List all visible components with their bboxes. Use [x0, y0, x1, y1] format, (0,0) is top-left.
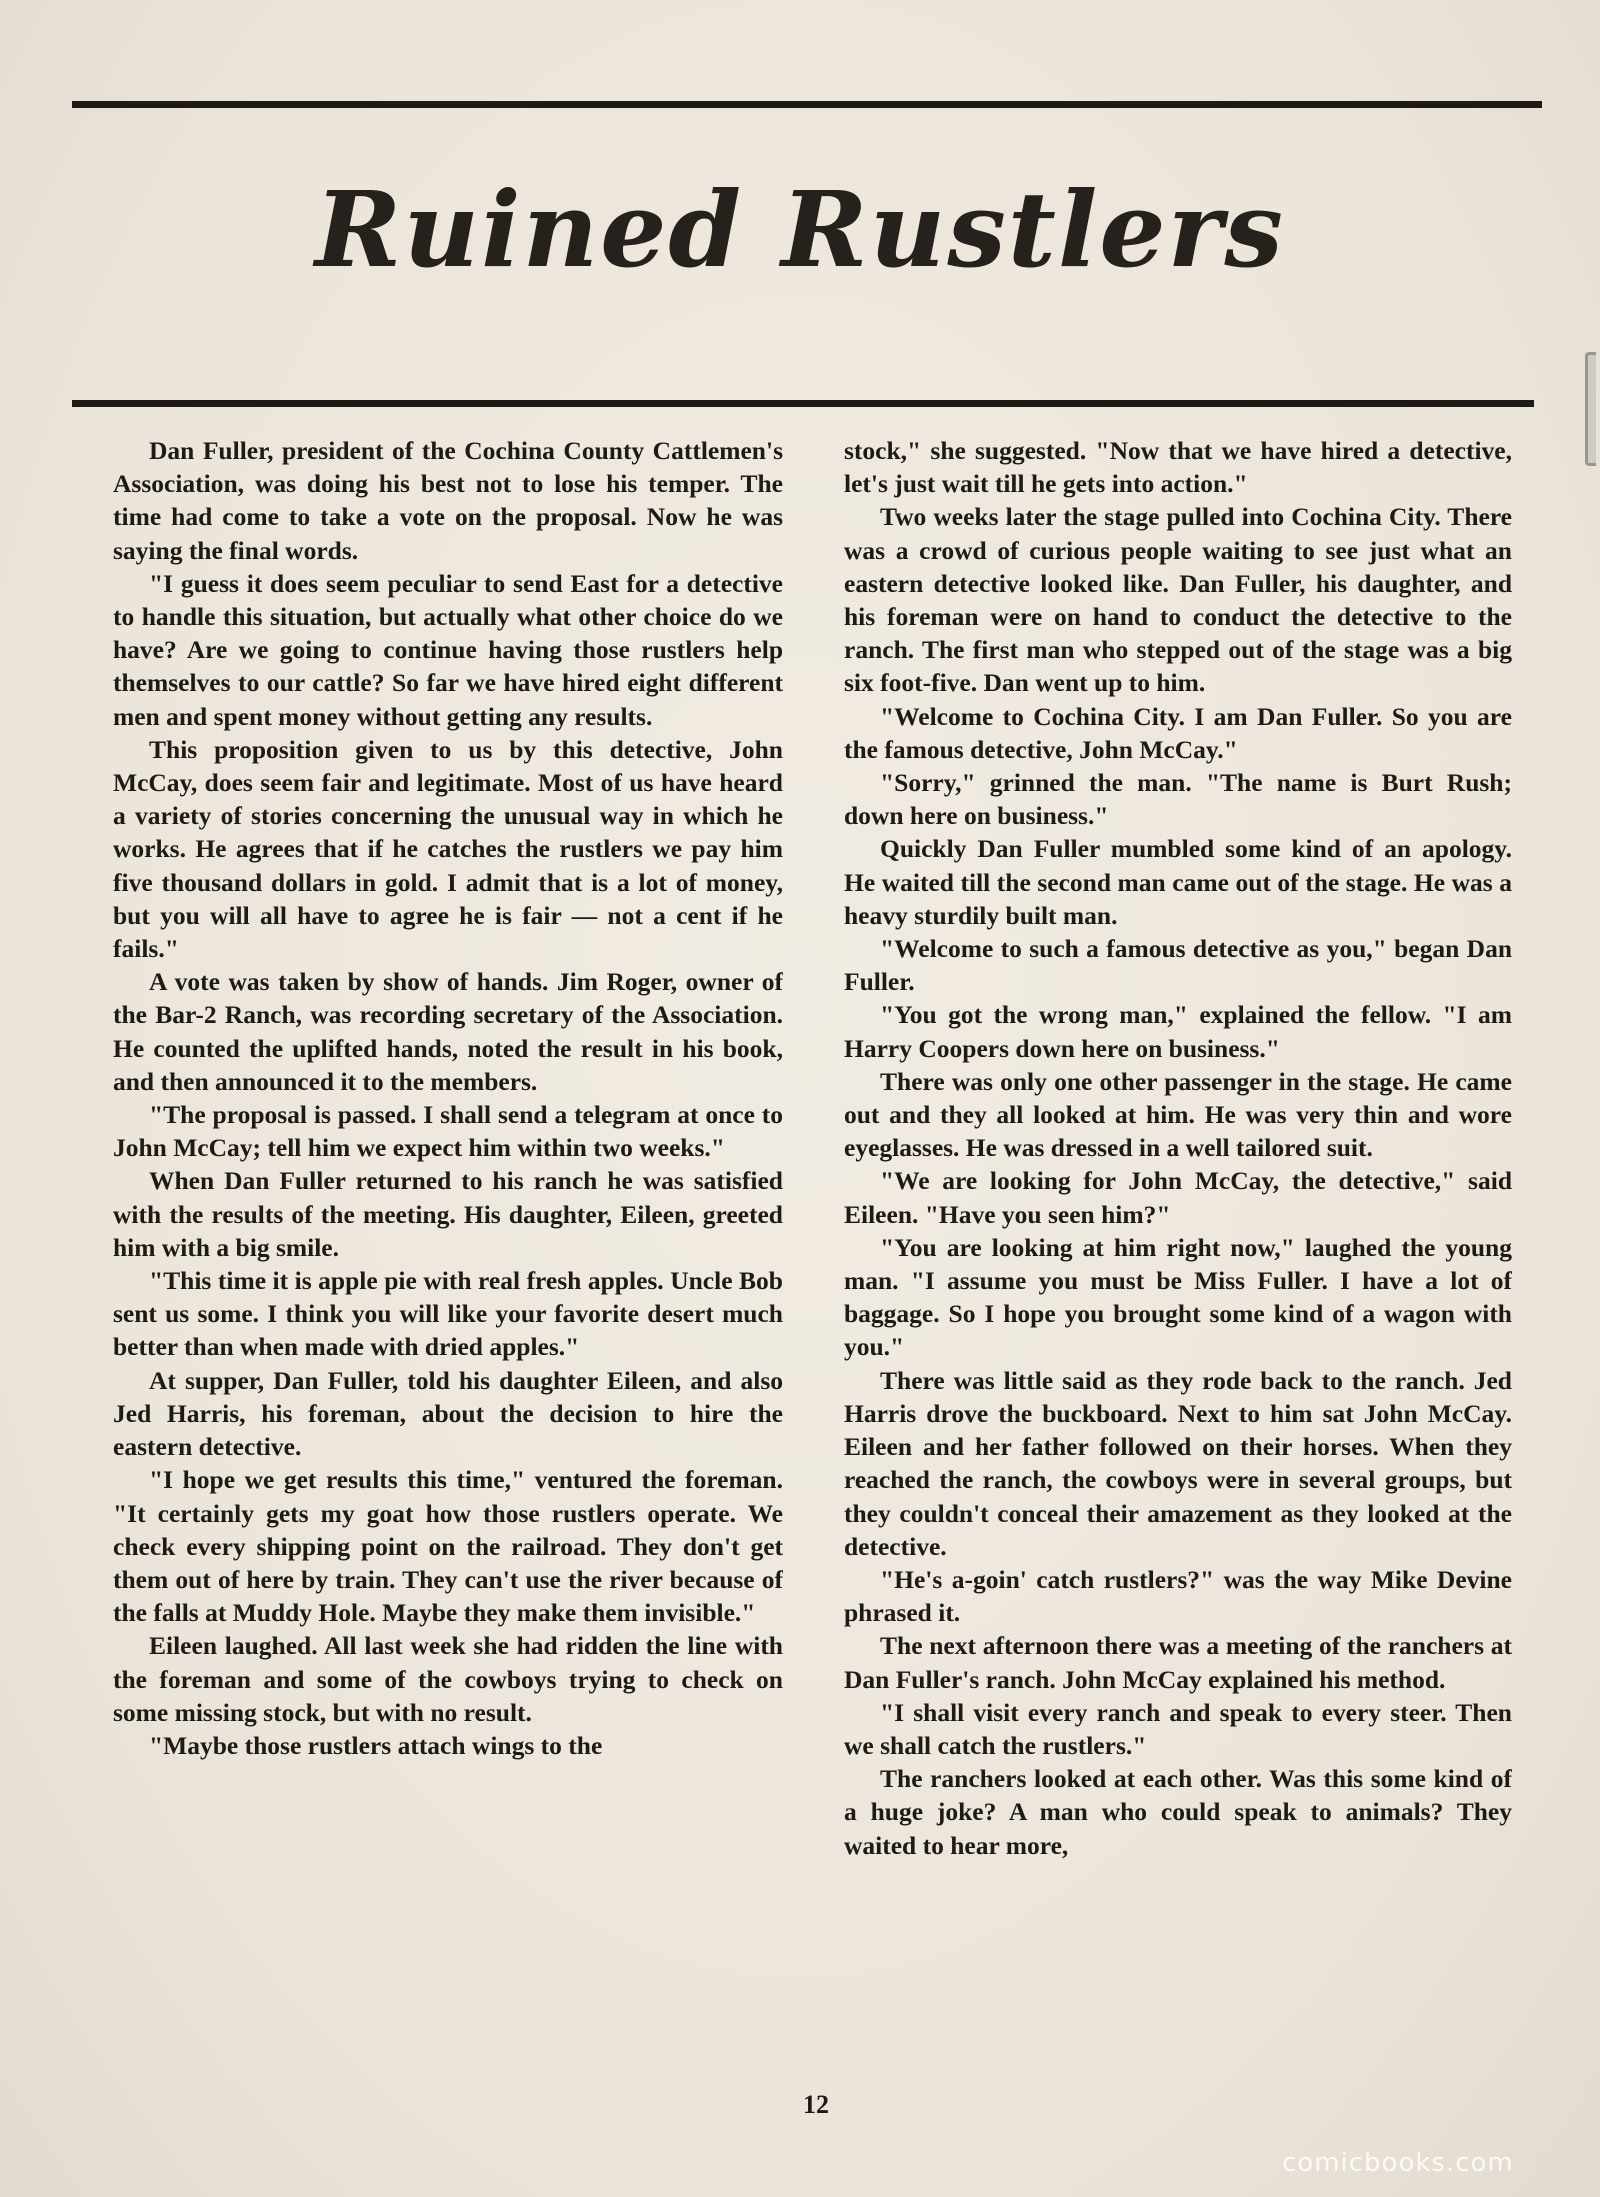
paragraph: Dan Fuller, president of the Cochina County Cattlemen's Association, was doing his best not to lose his temper. The time had come to take a vote on the proposal. Now he was saying the final words.	[113, 436, 783, 565]
top-rule	[72, 101, 1542, 108]
article-title: Ruined Rustlers	[315, 168, 1285, 291]
paragraph: There was little said as they rode back to the ranch. Jed Harris drove the buckboard. Next to him sat John McCay. Eileen and her father followed on their horses. When they reached the ranch, the cowboys were in several groups, but they couldn't conceal their amazement as they looked at the detective.	[844, 1365, 1512, 1561]
paragraph: "Sorry," grinned the man. "The name is Burt Rush; down here on business."	[844, 768, 1512, 831]
paragraph: When Dan Fuller returned to his ranch he was satisfied with the results of the meeting. His daughter, Eileen, greeted him with a big smile.	[113, 1166, 783, 1262]
paragraph: This proposition given to us by this detective, John McCay, does seem fair and legitimate. Most of us have heard a variety of stories concerning the unusual way in which he works. He agrees that if he catches the rustlers we pay him five thousand dollars in gold. I admit that is a lot of money, but you will all have to agree he is fair — not a cent if he fails."	[113, 734, 783, 964]
watermark: comicbooks.com	[1282, 2148, 1514, 2178]
paragraph-continuation: stock," she suggested. "Now that we have hired a detective, let's just wait till he gets into action."	[844, 436, 1512, 499]
paragraph: "Welcome to such a famous detective as you," began Dan Fuller.	[844, 934, 1512, 997]
staple-icon	[1585, 352, 1596, 466]
paragraph: Eileen laughed. All last week she had ridden the line with the foreman and some of the cowboys trying to check on some missing stock, but with no result.	[113, 1631, 783, 1727]
paragraph: "Welcome to Cochina City. I am Dan Fuller. So you are the famous detective, John McCay."	[844, 701, 1512, 764]
page-number: 12	[803, 2090, 829, 2119]
paragraph: "I shall visit every ranch and speak to every steer. Then we shall catch the rustlers."	[844, 1697, 1512, 1760]
paragraph: "I guess it does seem peculiar to send East for a detective to handle this situation, but actually what other choice do we have? Are we going to continue having those rustlers help themselves to our cattle? So far we have hired eight different men and spent money without getting any results.	[113, 568, 783, 731]
paragraph: "The proposal is passed. I shall send a telegram at once to John McCay; tell him we expect him within two weeks."	[113, 1100, 783, 1163]
paragraph: "He's a-goin' catch rustlers?" was the way Mike Devine phrased it.	[844, 1564, 1512, 1628]
paragraph: Two weeks later the stage pulled into Cochina City. There was a crowd of curious people waiting to see just what an eastern detective looked like. Dan Fuller, his daughter, and his foreman were on hand to conduct the detective to the ranch. The first man who stepped out of the stage was a big six foot-five. Dan went up to him.	[844, 502, 1512, 698]
paragraph: The next afternoon there was a meeting of the ranchers at Dan Fuller's ranch. John McCay explained his method.	[844, 1631, 1512, 1694]
paragraph: At supper, Dan Fuller, told his daughter Eileen, and also Jed Harris, his foreman, about the decision to hire the eastern detective.	[113, 1365, 783, 1462]
paragraph: "You are looking at him right now," laughed the young man. "I assume you must be Miss Fuller. I have a lot of baggage. So I hope you brought some kind of a wagon with you."	[844, 1232, 1512, 1362]
paragraph: "I hope we get results this time," ventured the foreman. "It certainly gets my goat how those rustlers operate. We check every shipping point on the railroad. They don't get them out of here by train. They can't use the river because of the falls at Muddy Hole. Maybe they make them invisible."	[113, 1465, 783, 1628]
paragraph: The ranchers looked at each other. Was this some kind of a huge joke? A man who could speak to animals? They waited to hear more,	[844, 1764, 1512, 1860]
paragraph: "Maybe those rustlers attach wings to the	[149, 1730, 603, 1760]
paragraph: A vote was taken by show of hands. Jim Roger, owner of the Bar-2 Ranch, was recording secretary of the Association. He counted the uplifted hands, noted the result in his book, and then announced it to the members.	[113, 967, 783, 1096]
paragraph: Quickly Dan Fuller mumbled some kind of an apology. He waited till the second man came out of the stage. He was a heavy sturdily built man.	[844, 834, 1512, 930]
paragraph: There was only one other passenger in the stage. He came out and they all looked at him. He was very thin and wore eyeglasses. He was dressed in a well tailored suit.	[844, 1066, 1512, 1163]
bottom-rule	[72, 400, 1534, 407]
right-column	[844, 434, 1512, 2114]
paragraph: "We are looking for John McCay, the detective," said Eileen. "Have you seen him?"	[844, 1166, 1512, 1229]
left-column	[113, 434, 783, 2114]
paragraph: "You got the wrong man," explained the fellow. "I am Harry Coopers down here on business."	[844, 1000, 1512, 1063]
paragraph: "This time it is apple pie with real fresh apples. Uncle Bob sent us some. I think you will like your favorite desert much better than when made with dried apples."	[113, 1266, 783, 1362]
